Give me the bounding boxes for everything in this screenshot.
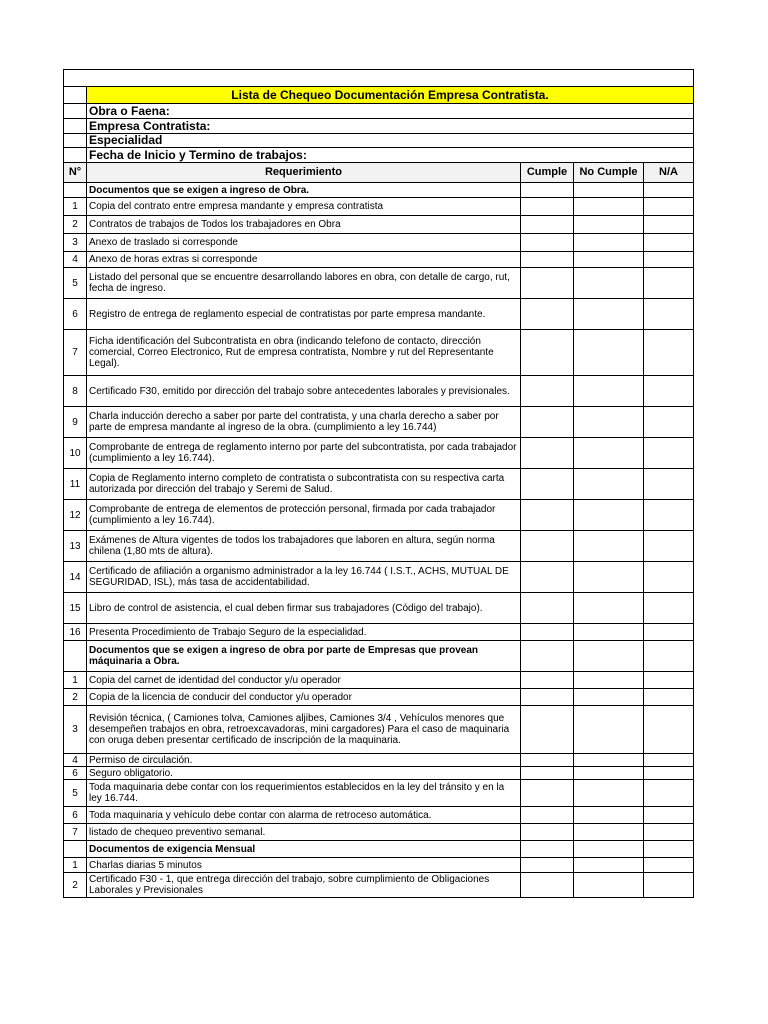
cumple-checkbox-cell[interactable] [521, 234, 574, 252]
requirement-text: Anexo de horas extras si corresponde [87, 252, 521, 268]
na-checkbox-cell[interactable] [644, 672, 694, 689]
cumple-checkbox-cell[interactable] [521, 252, 574, 268]
item-number: 4 [64, 252, 87, 268]
requirement-text: Certificado de afiliación a organismo administrador a la ley 16.744 ( I.S.T., ACHS, MUTUAL DE SEGURIDAD, ISL), más tasa de accidentabilidad. [87, 562, 521, 593]
no-cumple-checkbox-cell[interactable] [574, 767, 644, 780]
na-checkbox-cell[interactable] [644, 438, 694, 469]
na-checkbox-cell[interactable] [644, 299, 694, 330]
item-number: 2 [64, 216, 87, 234]
requirement-text: Libro de control de asistencia, el cual deben firmar sus trabajadores (Código del trabajo). [87, 593, 521, 624]
item-number: 10 [64, 438, 87, 469]
section-title: Documentos de exigencia Mensual [87, 841, 521, 858]
na-checkbox-cell[interactable] [644, 858, 694, 873]
cumple-cell[interactable] [521, 841, 574, 858]
info-row-fecha [64, 148, 694, 163]
item-number: 16 [64, 624, 87, 641]
no-cumple-checkbox-cell[interactable] [574, 689, 644, 706]
no-cumple-checkbox-cell[interactable] [574, 754, 644, 767]
item-number: 3 [64, 234, 87, 252]
na-checkbox-cell[interactable] [644, 376, 694, 407]
document-title: Lista de Chequeo Documentación Empresa Contratista. [87, 87, 694, 104]
no-cumple-checkbox-cell[interactable] [574, 216, 644, 234]
item-number: 12 [64, 500, 87, 531]
no-cumple-checkbox-cell[interactable] [574, 807, 644, 824]
no-cumple-checkbox-cell[interactable] [574, 706, 644, 754]
na-checkbox-cell[interactable] [644, 268, 694, 299]
checklist-row [64, 672, 694, 689]
cumple-checkbox-cell[interactable] [521, 216, 574, 234]
cumple-checkbox-cell[interactable] [521, 593, 574, 624]
header-requirement: Requerimiento [87, 163, 521, 183]
item-number: 8 [64, 376, 87, 407]
item-number: 3 [64, 706, 87, 754]
na-checkbox-cell[interactable] [644, 216, 694, 234]
checklist-row [64, 216, 694, 234]
requirement-text: Certificado F30 - 1, que entrega dirección del trabajo, sobre cumplimiento de Obligaciones Laborales y Previsionales [87, 873, 521, 898]
title-row [64, 87, 694, 104]
checklist-row [64, 299, 694, 330]
requirement-text: Contratos de trabajos de Todos los trabajadores en Obra [87, 216, 521, 234]
no-cumple-checkbox-cell[interactable] [574, 531, 644, 562]
checklist-row [64, 706, 694, 754]
requirement-text: Copia de Reglamento interno completo de contratista o subcontratista con su respectiva carta autorizada por dirección del trabajo y Seremi de Salud. [87, 469, 521, 500]
cumple-checkbox-cell[interactable] [521, 706, 574, 754]
checklist-row [64, 593, 694, 624]
cumple-cell[interactable] [521, 183, 574, 198]
cumple-checkbox-cell[interactable] [521, 873, 574, 898]
item-number: 7 [64, 330, 87, 376]
requirement-text: Charlas diarias 5 minutos [87, 858, 521, 873]
item-number: 1 [64, 672, 87, 689]
na-checkbox-cell[interactable] [644, 754, 694, 767]
item-number: 1 [64, 858, 87, 873]
section-header-row [64, 841, 694, 858]
requirement-text: listado de chequeo preventivo semanal. [87, 824, 521, 841]
checklist-row [64, 824, 694, 841]
cumple-checkbox-cell[interactable] [521, 198, 574, 216]
checklist-row [64, 407, 694, 438]
requirement-text: Registro de entrega de reglamento especial de contratistas por parte empresa mandante. [87, 299, 521, 330]
requirement-text: Comprobante de entrega de elementos de protección personal, firmada por cada trabajador (cumplimiento a ley 16.744). [87, 500, 521, 531]
checklist-row [64, 873, 694, 898]
section-spacer [64, 641, 87, 672]
cumple-checkbox-cell[interactable] [521, 767, 574, 780]
requirement-text: Certificado F30, emitido por dirección del trabajo sobre antecedentes laborales y previsionales. [87, 376, 521, 407]
requirement-text: Listado del personal que se encuentre desarrollando labores en obra, con detalle de cargo, rut, fecha de ingreso. [87, 268, 521, 299]
no-cumple-checkbox-cell[interactable] [574, 252, 644, 268]
header-no-cumple: No Cumple [574, 163, 644, 183]
item-number: 6 [64, 807, 87, 824]
item-number: 2 [64, 689, 87, 706]
no-cumple-checkbox-cell[interactable] [574, 562, 644, 593]
section-title: Documentos que se exigen a ingreso de obra por parte de Empresas que provean máquinaria a Obra. [87, 641, 521, 672]
header-cumple: Cumple [521, 163, 574, 183]
cumple-checkbox-cell[interactable] [521, 268, 574, 299]
checklist-row [64, 780, 694, 807]
no-cumple-cell[interactable] [574, 641, 644, 672]
no-cumple-checkbox-cell[interactable] [574, 299, 644, 330]
requirement-text: Revisión técnica, ( Camiones tolva, Camiones aljibes, Camiones 3/4 , Vehículos menores que desempeñen trabajos en obra, retroexcavadoras, mini cargadores) Para el caso de maquinaria con oruga deben presentar certificado de inscripción de la maquinaria. [87, 706, 521, 754]
cumple-cell[interactable] [521, 641, 574, 672]
section-header-row [64, 641, 694, 672]
na-checkbox-cell[interactable] [644, 330, 694, 376]
no-cumple-checkbox-cell[interactable] [574, 824, 644, 841]
checklist-row [64, 807, 694, 824]
cumple-checkbox-cell[interactable] [521, 500, 574, 531]
item-number: 13 [64, 531, 87, 562]
cumple-checkbox-cell[interactable] [521, 624, 574, 641]
requirement-text: Comprobante de entrega de reglamento interno por parte del subcontratista, por cada trabajador (cumplimiento a ley 16.744). [87, 438, 521, 469]
checklist-row [64, 767, 694, 780]
item-number: 9 [64, 407, 87, 438]
na-checkbox-cell[interactable] [644, 780, 694, 807]
item-number: 5 [64, 780, 87, 807]
cumple-checkbox-cell[interactable] [521, 376, 574, 407]
section-header-row [64, 183, 694, 198]
especialidad-field[interactable]: Especialidad [87, 134, 694, 148]
requirement-text: Exámenes de Altura vigentes de todos los trabajadores que laboren en altura, según norma chilena (1,80 mts de altura). [87, 531, 521, 562]
no-cumple-checkbox-cell[interactable] [574, 624, 644, 641]
info-spacer [64, 119, 87, 134]
cumple-checkbox-cell[interactable] [521, 330, 574, 376]
requirement-text: Anexo de traslado si corresponde [87, 234, 521, 252]
info-spacer [64, 134, 87, 148]
cumple-checkbox-cell[interactable] [521, 824, 574, 841]
na-cell[interactable] [644, 641, 694, 672]
item-number: 7 [64, 824, 87, 841]
no-cumple-checkbox-cell[interactable] [574, 330, 644, 376]
item-number: 14 [64, 562, 87, 593]
no-cumple-checkbox-cell[interactable] [574, 438, 644, 469]
checklist-row [64, 754, 694, 767]
na-checkbox-cell[interactable] [644, 531, 694, 562]
cumple-checkbox-cell[interactable] [521, 562, 574, 593]
na-cell[interactable] [644, 183, 694, 198]
na-checkbox-cell[interactable] [644, 593, 694, 624]
no-cumple-checkbox-cell[interactable] [574, 376, 644, 407]
cumple-checkbox-cell[interactable] [521, 858, 574, 873]
no-cumple-checkbox-cell[interactable] [574, 873, 644, 898]
na-cell[interactable] [644, 841, 694, 858]
checklist-row [64, 500, 694, 531]
na-checkbox-cell[interactable] [644, 198, 694, 216]
item-number: 2 [64, 873, 87, 898]
no-cumple-checkbox-cell[interactable] [574, 407, 644, 438]
requirement-text: Permiso de circulación. [87, 754, 521, 767]
requirement-text: Copia de la licencia de conducir del conductor y/u operador [87, 689, 521, 706]
item-number: 6 [64, 767, 87, 780]
title-spacer [64, 87, 87, 104]
checklist-row [64, 330, 694, 376]
blank-top-row [64, 70, 694, 87]
item-number: 11 [64, 469, 87, 500]
checklist-row [64, 438, 694, 469]
no-cumple-checkbox-cell[interactable] [574, 268, 644, 299]
fecha-field[interactable]: Fecha de Inicio y Termino de trabajos: [87, 148, 694, 163]
requirement-text: Toda maquinaria debe contar con los requerimientos establecidos en la ley del tránsito y en la ley 16.744. [87, 780, 521, 807]
requirement-text: Charla inducción derecho a saber por parte del contratista, y una charla derecho a saber por parte de empresa mandante al ingreso de la obra. (cumplimiento a ley 16.744) [87, 407, 521, 438]
na-checkbox-cell[interactable] [644, 469, 694, 500]
item-number: 1 [64, 198, 87, 216]
obra-field[interactable]: Obra o Faena: [87, 104, 694, 119]
checklist-table [63, 69, 694, 898]
no-cumple-checkbox-cell[interactable] [574, 500, 644, 531]
cumple-checkbox-cell[interactable] [521, 438, 574, 469]
checklist-row [64, 268, 694, 299]
no-cumple-checkbox-cell[interactable] [574, 858, 644, 873]
info-row-obra [64, 104, 694, 119]
requirement-text: Toda maquinaria y vehículo debe contar con alarma de retroceso automática. [87, 807, 521, 824]
na-checkbox-cell[interactable] [644, 706, 694, 754]
na-checkbox-cell[interactable] [644, 767, 694, 780]
na-checkbox-cell[interactable] [644, 407, 694, 438]
checklist-row [64, 198, 694, 216]
item-number: 15 [64, 593, 87, 624]
checklist-row [64, 376, 694, 407]
na-checkbox-cell[interactable] [644, 500, 694, 531]
info-row-empresa [64, 119, 694, 134]
no-cumple-checkbox-cell[interactable] [574, 234, 644, 252]
checklist-row [64, 624, 694, 641]
requirement-text: Presenta Procedimiento de Trabajo Seguro de la especialidad. [87, 624, 521, 641]
item-number: 6 [64, 299, 87, 330]
no-cumple-checkbox-cell[interactable] [574, 780, 644, 807]
na-checkbox-cell[interactable] [644, 252, 694, 268]
column-header-row [64, 163, 694, 183]
info-spacer [64, 104, 87, 119]
item-number: 5 [64, 268, 87, 299]
na-checkbox-cell[interactable] [644, 873, 694, 898]
checklist-row [64, 252, 694, 268]
section-spacer [64, 183, 87, 198]
blank-cell [64, 70, 694, 87]
cumple-checkbox-cell[interactable] [521, 407, 574, 438]
section-spacer [64, 841, 87, 858]
requirement-text: Copia del contrato entre empresa mandante y empresa contratista [87, 198, 521, 216]
no-cumple-checkbox-cell[interactable] [574, 469, 644, 500]
cumple-checkbox-cell[interactable] [521, 689, 574, 706]
no-cumple-cell[interactable] [574, 183, 644, 198]
checklist-row [64, 689, 694, 706]
checklist-row [64, 469, 694, 500]
no-cumple-checkbox-cell[interactable] [574, 672, 644, 689]
info-row-especialidad [64, 134, 694, 148]
item-number: 4 [64, 754, 87, 767]
na-checkbox-cell[interactable] [644, 624, 694, 641]
cumple-checkbox-cell[interactable] [521, 299, 574, 330]
cumple-checkbox-cell[interactable] [521, 469, 574, 500]
empresa-field[interactable]: Empresa Contratista: [87, 119, 694, 134]
header-na: N/A [644, 163, 694, 183]
requirement-text: Seguro obligatorio. [87, 767, 521, 780]
na-checkbox-cell[interactable] [644, 234, 694, 252]
na-checkbox-cell[interactable] [644, 807, 694, 824]
info-spacer [64, 148, 87, 163]
cumple-checkbox-cell[interactable] [521, 754, 574, 767]
cumple-checkbox-cell[interactable] [521, 672, 574, 689]
na-checkbox-cell[interactable] [644, 562, 694, 593]
no-cumple-cell[interactable] [574, 841, 644, 858]
checklist-row [64, 234, 694, 252]
checklist-row [64, 562, 694, 593]
cumple-checkbox-cell[interactable] [521, 531, 574, 562]
requirement-text: Copia del carnet de identidad del conductor y/u operador [87, 672, 521, 689]
na-checkbox-cell[interactable] [644, 824, 694, 841]
checklist-row [64, 858, 694, 873]
requirement-text: Ficha identificación del Subcontratista en obra (indicando telefono de contacto, dirección comercial, Correo Electronico, Rut de empresa contratista, Nombre y rut del Representante Legal). [87, 330, 521, 376]
na-checkbox-cell[interactable] [644, 689, 694, 706]
cumple-checkbox-cell[interactable] [521, 780, 574, 807]
no-cumple-checkbox-cell[interactable] [574, 593, 644, 624]
no-cumple-checkbox-cell[interactable] [574, 198, 644, 216]
header-num: N° [64, 163, 87, 183]
section-title: Documentos que se exigen a ingreso de Obra. [87, 183, 521, 198]
cumple-checkbox-cell[interactable] [521, 807, 574, 824]
checklist-row [64, 531, 694, 562]
